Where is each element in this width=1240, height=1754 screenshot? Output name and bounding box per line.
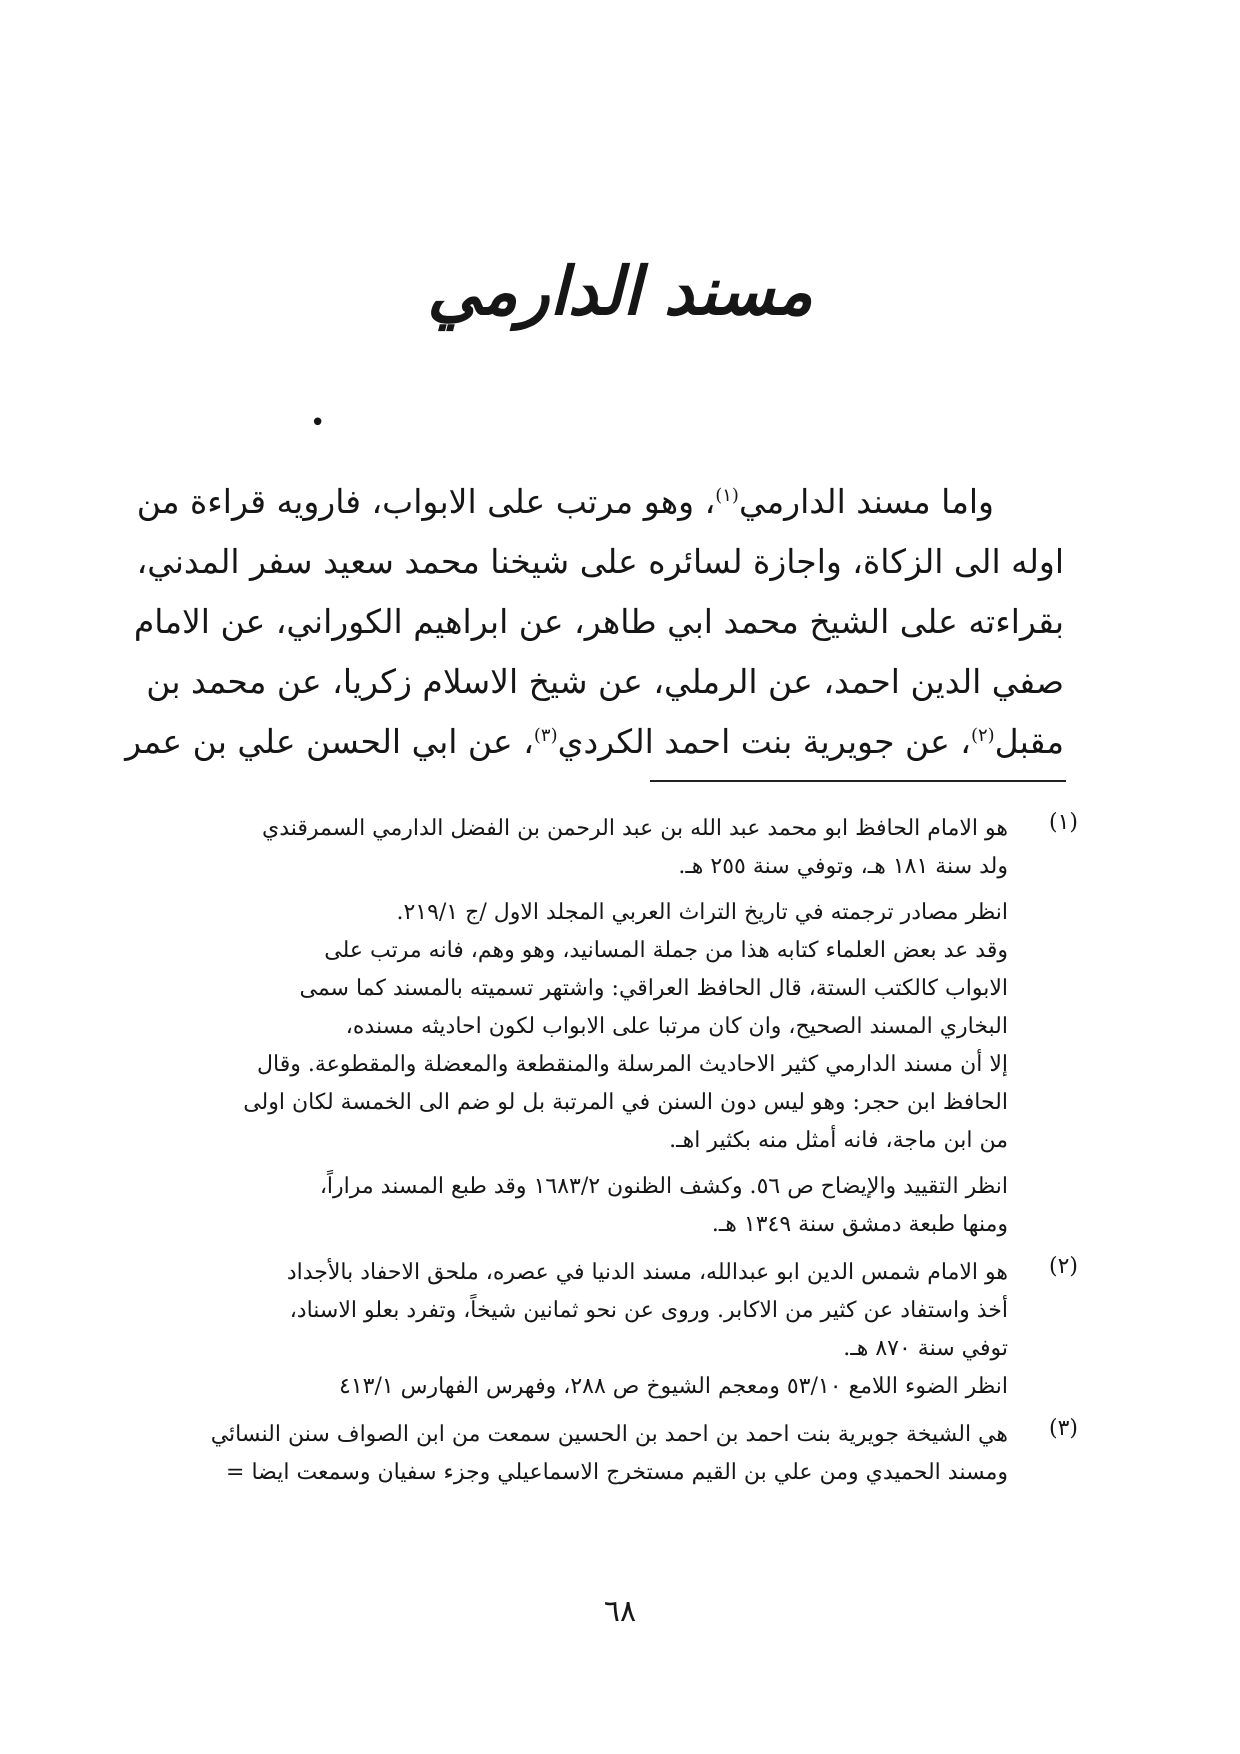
footnote-divider bbox=[650, 780, 1066, 782]
footnote-line: الابواب كالكتب الستة، قال الحافظ العراقي: واشتهر تسميته بالمسند كما سمى bbox=[299, 976, 1008, 1001]
body-line bbox=[136, 472, 1064, 532]
body-text-segment: بقراءته على الشيخ محمد ابي طاهر، عن ابراهيم الكوراني، عن الامام bbox=[133, 602, 1064, 641]
body-text-segment: ، وهو مرتب على الابواب، فارويه قراءة من bbox=[136, 482, 716, 521]
footnote-line: البخاري المسند الصحيح، وان كان مرتبا على الابواب لكون احاديثه مسنده، bbox=[345, 1014, 1008, 1039]
footnote-line: هو الامام شمس الدين ابو عبدالله، مسند الدنيا في عصره، ملحق الاحفاد بالأجداد bbox=[286, 1260, 1008, 1285]
footnote-line: هي الشيخة جويرية بنت احمد بن احمد بن الحسين سمعت من ابن الصواف سنن النسائي bbox=[210, 1422, 1008, 1447]
main-text bbox=[125, 472, 1064, 772]
body-line bbox=[146, 652, 1064, 712]
footnote-line: الحافظ ابن حجر: وهو ليس دون السنن في المرتبة بل لو ضم الى الخمسة لكان اولى bbox=[243, 1090, 1008, 1115]
footnote-body bbox=[178, 810, 1008, 1244]
footnote-ref: (٣) bbox=[533, 725, 558, 746]
footnote-1 bbox=[178, 810, 1078, 1244]
footnote-line: من ابن ماجة، فانه أمثل منه بكثير اهـ. bbox=[669, 1128, 1008, 1153]
footnote-line: انظر مصادر ترجمته في تاريخ التراث العربي المجلد الاول /ج ٢١٩/١. bbox=[396, 900, 1008, 925]
body-text-segment: اوله الى الزكاة، واجازة لسائره على شيخنا محمد سعيد سفر المدني، bbox=[136, 542, 1064, 581]
body-text-segment: مقبل bbox=[994, 722, 1064, 761]
footnote-line: ومسند الحميدي ومن علي بن القيم مستخرج الاسماعيلي وجزء سفيان وسمعت ايضا = bbox=[226, 1460, 1008, 1485]
footnotes bbox=[178, 810, 1078, 1502]
body-line bbox=[125, 712, 1064, 772]
footnote-3 bbox=[178, 1416, 1078, 1492]
footnote-number: (١) bbox=[1048, 810, 1078, 835]
body-text-segment: صفي الدين احمد، عن الرملي، عن شيخ الاسلام زكريا، عن محمد بن bbox=[146, 662, 1064, 701]
footnote-number: (٢) bbox=[1048, 1254, 1078, 1279]
footnote-line: توفي سنة ٨٧٠ هـ. bbox=[843, 1336, 1008, 1361]
footnote-number: (٣) bbox=[1048, 1416, 1078, 1441]
footnote-ref: (٢) bbox=[970, 725, 995, 746]
footnote-line: إلا أن مسند الدارمي كثير الاحاديث المرسلة والمنقطعة والمعضلة والمقطوعة. وقال bbox=[257, 1052, 1008, 1077]
footnote-ref: (١) bbox=[715, 485, 739, 506]
footnote-line: انظر التقييد والإيضاح ص ٥٦. وكشف الظنون ١٦٨٣/٢ وقد طبع المسند مراراً، bbox=[319, 1174, 1008, 1199]
footnote-line: أخذ واستفاد عن كثير من الاكابر. وروى عن نحو ثمانين شيخاً، وتفرد بعلو الاسناد، bbox=[289, 1298, 1008, 1323]
footnote-line: ولد سنة ١٨١ هـ، وتوفي سنة ٢٥٥ هـ. bbox=[678, 854, 1008, 879]
footnote-line: انظر الضوء اللامع ٥٣/١٠ ومعجم الشيوخ ص ٢٨٨، وفهرس الفهارس ٤١٣/١ bbox=[339, 1374, 1008, 1399]
footnote-2 bbox=[178, 1254, 1078, 1406]
body-text-segment: ، عن جويرية بنت احمد الكردي bbox=[557, 722, 971, 761]
footnote-body bbox=[178, 1416, 1008, 1492]
page-number: ٦٨ bbox=[603, 1594, 637, 1629]
footnote-line: ومنها طبعة دمشق سنة ١٣٤٩ هـ. bbox=[711, 1212, 1008, 1237]
body-line bbox=[136, 532, 1064, 592]
body-text-segment: واما مسند الدارمي bbox=[738, 482, 994, 521]
page-title: مسند الدارمي bbox=[427, 252, 813, 330]
body-text-segment: ، عن ابي الحسن علي بن عمر bbox=[125, 722, 534, 761]
footnote-line: هو الامام الحافظ ابو محمد عبد الله بن عبد الرحمن بن الفضل الدارمي السمرقندي bbox=[261, 816, 1008, 841]
footnote-line: وقد عد بعض العلماء كتابه هذا من جملة المسانيد، وهو وهم، فانه مرتب على bbox=[324, 938, 1008, 963]
body-line bbox=[133, 592, 1064, 652]
ornament-dot: • bbox=[310, 408, 326, 438]
footnote-body bbox=[178, 1254, 1008, 1406]
